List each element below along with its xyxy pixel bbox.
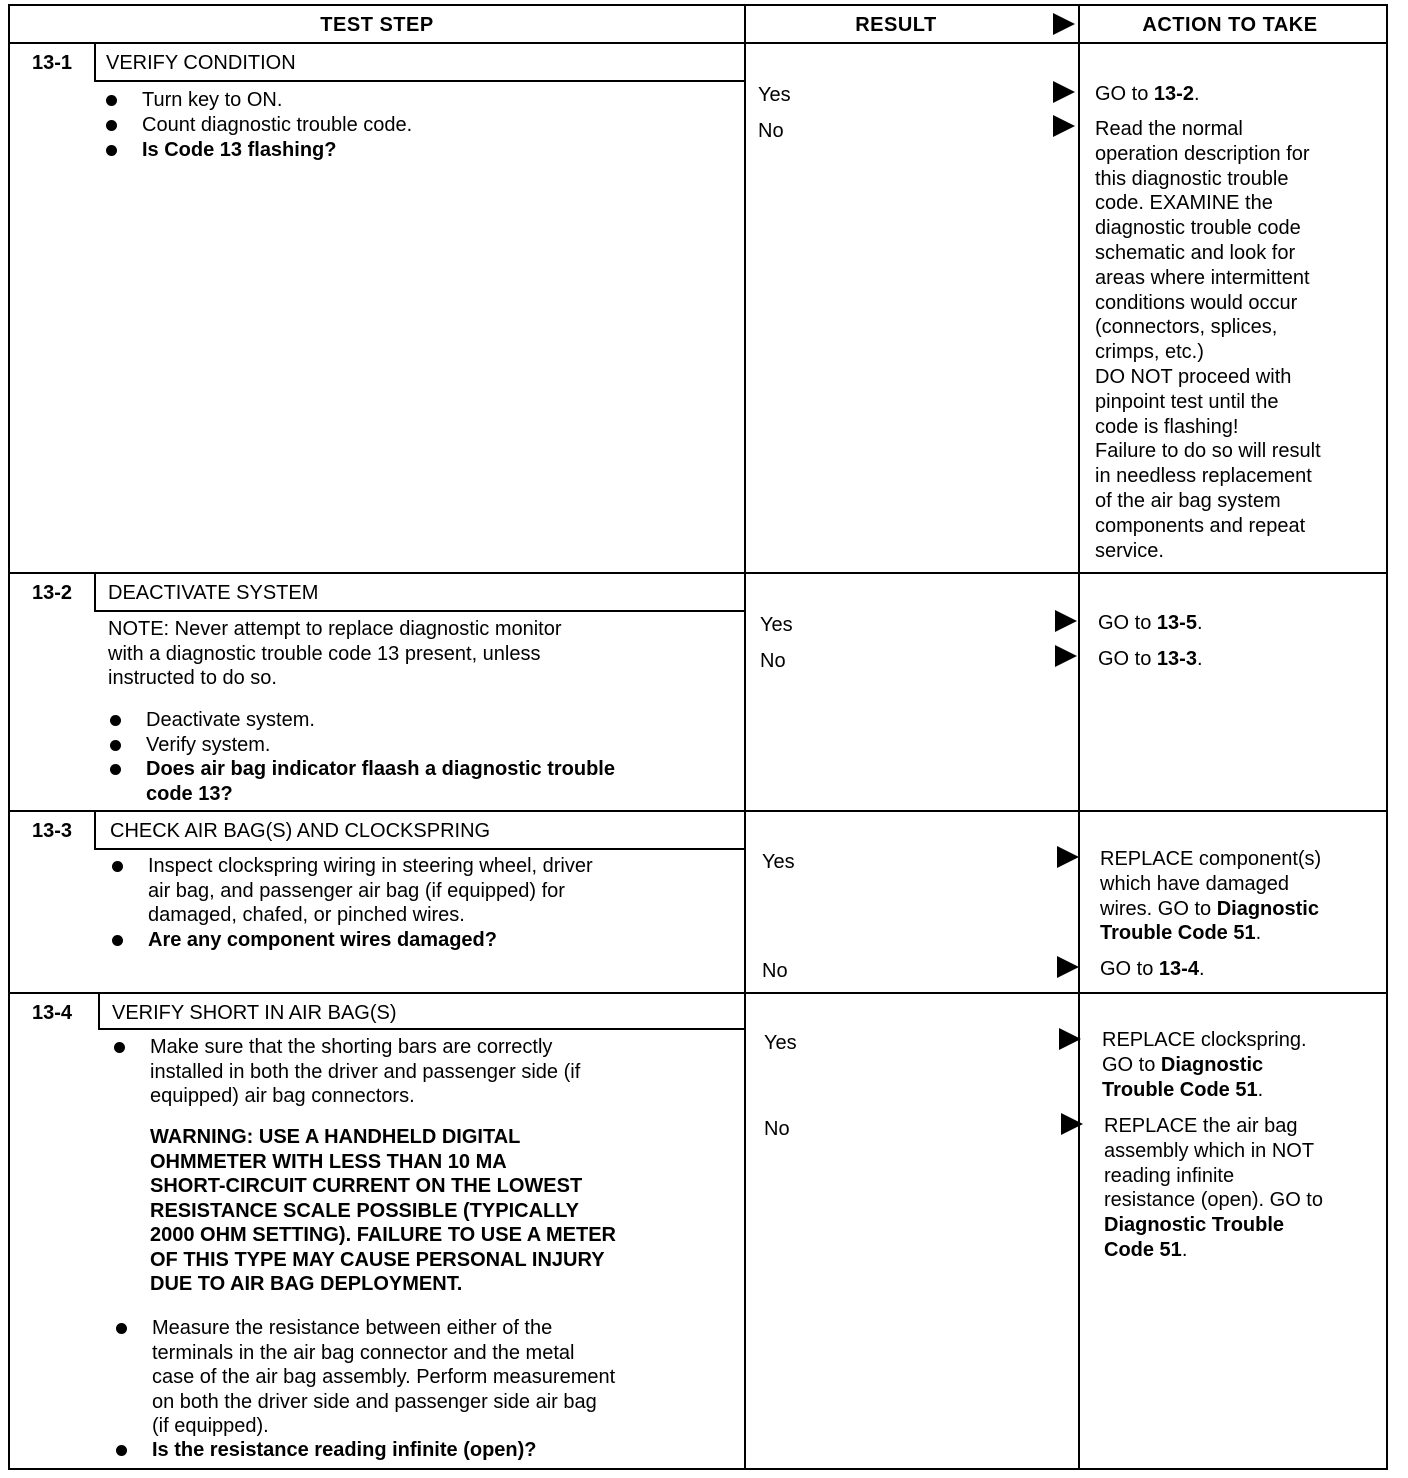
result-yes: Yes	[764, 1032, 797, 1054]
step-number-divider	[94, 812, 96, 848]
step-bullet: Turn key to ON.	[142, 89, 283, 111]
arrow-icon	[1059, 1028, 1081, 1050]
step-title-divider	[98, 1028, 744, 1030]
step-number: 13-3	[31, 819, 73, 842]
step-title-divider	[94, 610, 744, 612]
arrow-icon	[1057, 956, 1079, 978]
step-question: Is Code 13 flashing?	[142, 139, 337, 161]
step-question: Does air bag indicator flaash a diagnostic trouble code 13?	[146, 758, 615, 805]
step-title: CHECK AIR BAG(S) AND CLOCKSPRING	[110, 819, 491, 842]
step-question: Is the resistance reading infinite (open)?	[152, 1439, 537, 1461]
step-number-divider	[98, 994, 100, 1030]
action-no: GO to 13-3.	[1098, 648, 1203, 670]
result-no: No	[764, 1118, 790, 1140]
step-number-divider	[94, 574, 96, 610]
row-divider	[10, 992, 1386, 994]
step-title: VERIFY SHORT IN AIR BAG(S)	[112, 1001, 397, 1024]
step-number: 13-4	[31, 1001, 73, 1024]
diagnostic-table	[8, 4, 1388, 1470]
step-title: VERIFY CONDITION	[106, 51, 296, 74]
action-yes: GO to 13-2.	[1095, 83, 1200, 105]
step-bullet: Verify system.	[146, 734, 271, 756]
step-bullet: Inspect clockspring wiring in steering wheel, driver air bag, and passenger air bag (if equipped) for damaged, chafed, or pinched wires.	[148, 855, 593, 926]
step-number: 13-1	[31, 51, 73, 74]
step-number-divider	[94, 44, 96, 80]
action-no: Read the normal operation description for this diagnostic trouble code. EXAMINE the diagnostic trouble code schematic and look for areas where intermittent conditions would occur (connectors, splices, crimps, etc.) DO NOT proceed with pinpoint test until the code is flashing! Failure to do so will result in needless replacement of the air bag system components and repeat service.	[1095, 118, 1321, 562]
step-title-divider	[94, 80, 744, 82]
arrow-icon	[1055, 610, 1077, 632]
step-title: DEACTIVATE SYSTEM	[108, 581, 319, 604]
step-bullet: Make sure that the shorting bars are correctly installed in both the driver and passenger side (if equipped) air bag connectors.	[150, 1036, 581, 1107]
column-divider-action	[1078, 6, 1080, 1468]
arrow-icon	[1055, 645, 1077, 667]
action-yes: GO to 13-5.	[1098, 612, 1203, 634]
result-no: No	[758, 120, 784, 142]
arrow-icon	[1053, 81, 1075, 103]
warning-text: WARNING: USE A HANDHELD DIGITAL OHMMETER WITH LESS THAN 10 MA SHORT-CIRCUIT CURRENT ON THE LOWEST RESISTANCE SCALE POSSIBLE (TYPICALLY 2000 OHM SETTING). FAILURE TO USE A METER OF THIS TYPE MAY CAUSE PERSONAL INJURY DUE TO AIR BAG DEPLOYMENT.	[150, 1126, 616, 1295]
step-bullet: Deactivate system.	[146, 709, 315, 731]
result-yes: Yes	[760, 614, 793, 636]
arrow-icon	[1061, 1113, 1083, 1135]
result-no: No	[762, 960, 788, 982]
arrow-icon	[1057, 846, 1079, 868]
arrow-icon	[1053, 115, 1075, 137]
row-divider	[10, 572, 1386, 574]
row-divider	[10, 810, 1386, 812]
action-yes: REPLACE clockspring. GO to Diagnostic Trouble Code 51.	[1102, 1029, 1307, 1101]
result-yes: Yes	[762, 851, 795, 873]
step-number: 13-2	[31, 581, 73, 604]
header-divider	[10, 42, 1386, 44]
header-test-step: TEST STEP	[320, 13, 434, 36]
step-question: Are any component wires damaged?	[148, 929, 497, 951]
action-no: REPLACE the air bag assembly which in NOT reading infinite resistance (open). GO to Diagnostic Trouble Code 51.	[1104, 1115, 1323, 1261]
step-bullet: Measure the resistance between either of the terminals in the air bag connector and the metal case of the air bag assembly. Perform measurement on both the driver side and passenger side air bag (if equipped).	[152, 1317, 616, 1437]
action-yes: REPLACE component(s) which have damaged wires. GO to Diagnostic Trouble Code 51.	[1100, 848, 1322, 945]
column-divider-result	[744, 6, 746, 1468]
result-yes: Yes	[758, 84, 791, 106]
step-title-divider	[94, 848, 744, 850]
header-action: ACTION TO TAKE	[1142, 13, 1318, 36]
step-bullet: Count diagnostic trouble code.	[142, 114, 413, 136]
action-no: GO to 13-4.	[1100, 958, 1205, 980]
result-no: No	[760, 650, 786, 672]
step-note: NOTE: Never attempt to replace diagnostic monitor with a diagnostic trouble code 13 present, unless instructed to do so.	[108, 618, 562, 689]
header-result: RESULT	[855, 13, 937, 36]
header-arrow-icon	[1053, 13, 1075, 35]
